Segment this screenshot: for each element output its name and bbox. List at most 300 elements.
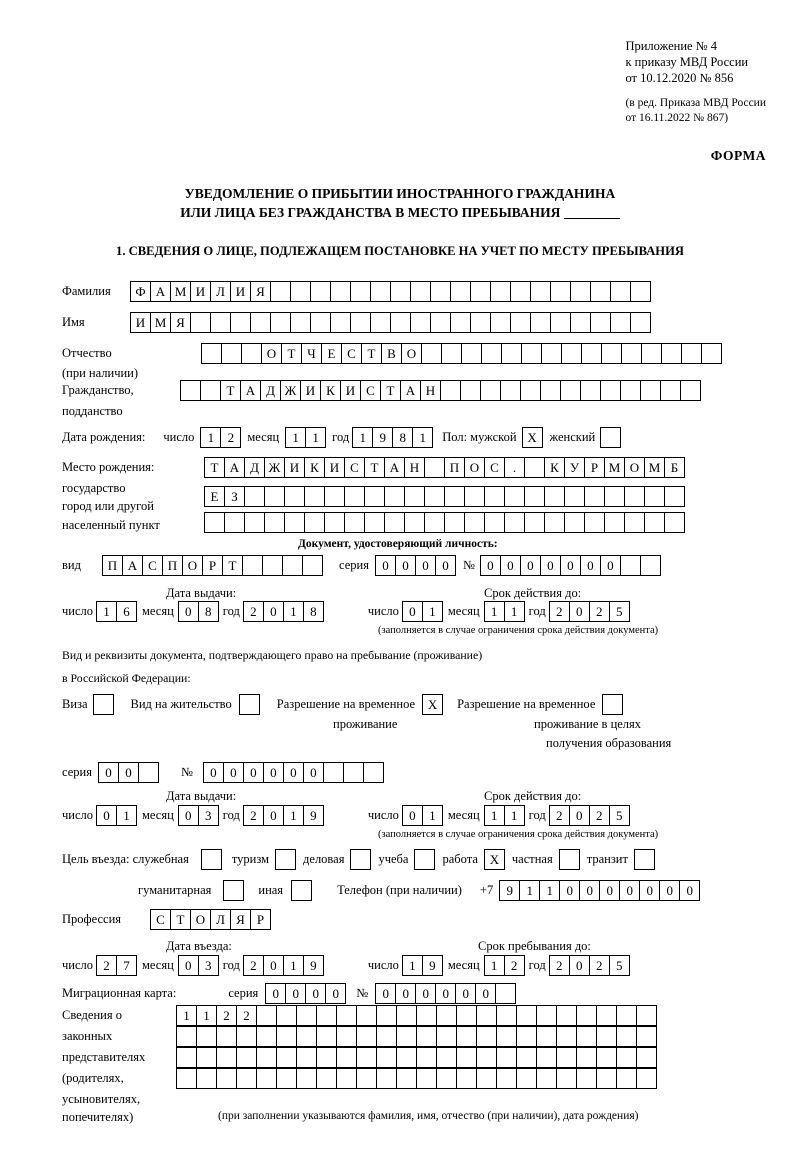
form-cell[interactable] [681,343,702,364]
form-cell[interactable]: П [444,457,465,478]
form-cell[interactable]: К [304,457,325,478]
permit-issue-day-cells[interactable] [96,805,137,826]
form-cell[interactable] [424,457,445,478]
form-cell[interactable] [444,486,465,507]
form-cell[interactable] [410,281,431,302]
form-cell[interactable]: 0 [243,762,264,783]
form-cell[interactable] [570,281,591,302]
form-cell[interactable] [484,512,505,533]
form-cell[interactable]: 0 [540,555,561,576]
form-cell[interactable]: 1 [504,601,525,622]
form-cell[interactable]: 2 [589,805,610,826]
form-cell[interactable]: 0 [569,601,590,622]
form-cell[interactable] [500,380,521,401]
form-cell[interactable] [290,281,311,302]
form-cell[interactable] [584,512,605,533]
purpose-transit-checkbox[interactable] [634,849,655,870]
form-cell[interactable] [550,281,571,302]
stay-year-cells[interactable] [549,955,630,976]
form-cell[interactable]: С [484,457,505,478]
migration-series-cells[interactable] [265,983,346,1004]
form-cell[interactable] [476,1026,497,1047]
form-cell[interactable]: 0 [599,880,620,901]
form-cell[interactable]: 8 [392,427,413,448]
form-cell[interactable]: 0 [203,762,224,783]
form-cell[interactable]: 1 [96,601,117,622]
form-cell[interactable] [496,1068,517,1089]
form-cell[interactable] [316,1047,337,1068]
form-cell[interactable] [416,1047,437,1068]
birthplace-state-cells[interactable] [204,457,685,478]
form-cell[interactable]: 0 [395,555,416,576]
form-cell[interactable] [296,1047,317,1068]
form-cell[interactable] [470,281,491,302]
form-cell[interactable] [370,312,391,333]
form-cell[interactable] [364,512,385,533]
form-cell[interactable] [276,1068,297,1089]
form-cell[interactable] [521,343,542,364]
temp-residence-checkbox[interactable]: X [422,694,443,715]
form-cell[interactable] [600,380,621,401]
form-cell[interactable] [356,1026,377,1047]
form-cell[interactable]: И [300,380,321,401]
form-cell[interactable] [536,1005,557,1026]
form-cell[interactable] [430,312,451,333]
form-cell[interactable]: Л [210,281,231,302]
form-cell[interactable]: Т [204,457,225,478]
form-cell[interactable] [476,1005,497,1026]
form-cell[interactable]: 1 [519,880,540,901]
form-cell[interactable]: Р [584,457,605,478]
form-cell[interactable]: 0 [402,805,423,826]
form-cell[interactable]: 0 [285,983,306,1004]
form-cell[interactable]: 0 [402,601,423,622]
form-cell[interactable]: 0 [560,555,581,576]
form-cell[interactable] [464,486,485,507]
form-cell[interactable]: 0 [96,805,117,826]
form-cell[interactable] [324,486,345,507]
form-cell[interactable] [640,380,661,401]
form-cell[interactable] [510,281,531,302]
form-cell[interactable]: 1 [422,805,443,826]
phone-cells[interactable] [499,880,700,901]
form-cell[interactable]: 0 [223,762,244,783]
form-cell[interactable]: 0 [580,555,601,576]
form-cell[interactable] [330,312,351,333]
form-cell[interactable]: П [102,555,123,576]
purpose-other-checkbox[interactable] [291,880,312,901]
form-cell[interactable] [520,380,541,401]
form-cell[interactable] [596,1047,617,1068]
form-cell[interactable] [316,1005,337,1026]
form-cell[interactable] [138,762,159,783]
form-cell[interactable] [390,281,411,302]
form-cell[interactable] [576,1068,597,1089]
form-cell[interactable]: 0 [118,762,139,783]
form-cell[interactable] [176,1068,197,1089]
form-cell[interactable]: Я [250,281,271,302]
form-cell[interactable] [604,486,625,507]
birth-day-cells[interactable] [200,427,241,448]
legal-rep-cells-2[interactable] [176,1026,657,1047]
permit-valid-month-cells[interactable] [484,805,525,826]
form-cell[interactable]: 1 [484,955,505,976]
form-cell[interactable] [242,555,263,576]
form-cell[interactable] [504,512,525,533]
form-cell[interactable] [216,1068,237,1089]
form-cell[interactable] [581,343,602,364]
form-cell[interactable] [390,312,411,333]
legal-rep-cells-1[interactable] [176,1005,657,1026]
form-cell[interactable]: О [261,343,282,364]
form-cell[interactable] [456,1026,477,1047]
form-cell[interactable]: И [324,457,345,478]
purpose-service-checkbox[interactable] [201,849,222,870]
form-cell[interactable] [616,1026,637,1047]
form-cell[interactable]: 9 [422,955,443,976]
form-cell[interactable] [176,1026,197,1047]
form-cell[interactable] [630,312,651,333]
form-cell[interactable]: Н [420,380,441,401]
form-cell[interactable] [601,343,622,364]
form-cell[interactable] [396,1005,417,1026]
form-cell[interactable]: Б [664,457,685,478]
form-cell[interactable] [344,486,365,507]
form-cell[interactable]: 0 [263,805,284,826]
form-cell[interactable] [530,281,551,302]
form-cell[interactable] [460,380,481,401]
form-cell[interactable] [524,512,545,533]
form-cell[interactable]: 1 [539,880,560,901]
form-cell[interactable] [216,1047,237,1068]
purpose-business-checkbox[interactable] [350,849,371,870]
form-cell[interactable]: 1 [283,955,304,976]
form-cell[interactable] [336,1026,357,1047]
form-cell[interactable] [356,1068,377,1089]
form-cell[interactable] [336,1068,357,1089]
form-cell[interactable]: 0 [395,983,416,1004]
form-cell[interactable]: У [564,457,585,478]
form-cell[interactable]: 2 [549,805,570,826]
form-cell[interactable] [324,512,345,533]
form-cell[interactable] [323,762,344,783]
form-cell[interactable] [196,1026,217,1047]
form-cell[interactable]: . [504,457,525,478]
form-cell[interactable]: Т [281,343,302,364]
form-cell[interactable]: 1 [283,805,304,826]
form-cell[interactable] [356,1005,377,1026]
form-cell[interactable] [616,1005,637,1026]
form-cell[interactable]: А [384,457,405,478]
permit-issue-year-cells[interactable] [243,805,324,826]
form-cell[interactable]: 3 [198,805,219,826]
idoc-series-cells[interactable] [375,555,456,576]
form-cell[interactable] [284,512,305,533]
form-cell[interactable] [556,1068,577,1089]
form-cell[interactable] [630,281,651,302]
form-cell[interactable] [641,343,662,364]
residence-permit-checkbox[interactable] [239,694,260,715]
form-cell[interactable]: 1 [200,427,221,448]
patronymic-cells[interactable] [201,343,722,364]
form-cell[interactable] [560,380,581,401]
form-cell[interactable]: Т [364,457,385,478]
form-cell[interactable] [201,343,222,364]
form-cell[interactable]: С [341,343,362,364]
form-cell[interactable]: 0 [569,805,590,826]
form-cell[interactable] [616,1047,637,1068]
form-cell[interactable] [441,343,462,364]
form-cell[interactable]: 6 [116,601,137,622]
form-cell[interactable] [363,762,384,783]
form-cell[interactable] [590,281,611,302]
form-cell[interactable] [376,1005,397,1026]
idoc-valid-day-cells[interactable] [402,601,443,622]
form-cell[interactable]: М [170,281,191,302]
form-cell[interactable]: 0 [639,880,660,901]
surname-cells[interactable] [130,281,651,302]
form-cell[interactable]: 0 [480,555,501,576]
birth-year-cells[interactable] [352,427,433,448]
form-cell[interactable]: 2 [243,955,264,976]
form-cell[interactable] [210,312,231,333]
birthplace-city-cells[interactable] [204,486,685,507]
form-cell[interactable] [661,343,682,364]
form-cell[interactable] [516,1047,537,1068]
form-cell[interactable] [564,486,585,507]
form-cell[interactable]: М [150,312,171,333]
form-cell[interactable] [436,1026,457,1047]
form-cell[interactable]: Т [220,380,241,401]
idoc-issue-day-cells[interactable] [96,601,137,622]
form-cell[interactable] [304,486,325,507]
idoc-number-cells[interactable] [480,555,661,576]
form-cell[interactable] [536,1026,557,1047]
permit-valid-year-cells[interactable] [549,805,630,826]
form-cell[interactable]: 3 [198,955,219,976]
form-cell[interactable]: А [122,555,143,576]
form-cell[interactable] [490,312,511,333]
form-cell[interactable]: И [284,457,305,478]
form-cell[interactable]: 5 [609,601,630,622]
form-cell[interactable] [576,1005,597,1026]
entry-day-cells[interactable] [96,955,137,976]
form-cell[interactable] [570,312,591,333]
form-cell[interactable] [396,1047,417,1068]
form-cell[interactable]: 0 [263,955,284,976]
form-cell[interactable] [621,343,642,364]
form-cell[interactable]: 1 [412,427,433,448]
form-cell[interactable]: 2 [549,955,570,976]
form-cell[interactable] [584,486,605,507]
form-cell[interactable] [270,312,291,333]
form-cell[interactable]: 0 [569,955,590,976]
form-cell[interactable] [290,312,311,333]
form-cell[interactable]: 0 [500,555,521,576]
form-cell[interactable]: 0 [600,555,621,576]
form-cell[interactable] [484,486,505,507]
sex-male-checkbox[interactable]: X [522,427,543,448]
form-cell[interactable] [336,1005,357,1026]
form-cell[interactable]: Д [244,457,265,478]
form-cell[interactable] [536,1068,557,1089]
form-cell[interactable] [610,312,631,333]
form-cell[interactable]: 1 [484,805,505,826]
form-cell[interactable]: С [150,909,171,930]
form-cell[interactable] [410,312,431,333]
form-cell[interactable] [556,1005,577,1026]
form-cell[interactable]: И [130,312,151,333]
form-cell[interactable]: 1 [422,601,443,622]
form-cell[interactable] [216,1026,237,1047]
permit-issue-month-cells[interactable] [178,805,219,826]
form-cell[interactable]: 1 [352,427,373,448]
form-cell[interactable]: А [224,457,245,478]
form-cell[interactable] [596,1026,617,1047]
form-cell[interactable] [524,486,545,507]
profession-cells[interactable] [150,909,271,930]
form-cell[interactable] [664,486,685,507]
form-cell[interactable]: 0 [659,880,680,901]
form-cell[interactable]: Р [202,555,223,576]
form-cell[interactable]: 0 [375,983,396,1004]
form-cell[interactable] [200,380,221,401]
form-cell[interactable] [516,1026,537,1047]
form-cell[interactable]: И [190,281,211,302]
form-cell[interactable]: 0 [178,601,199,622]
entry-year-cells[interactable] [243,955,324,976]
purpose-tourism-checkbox[interactable] [275,849,296,870]
form-cell[interactable]: 2 [236,1005,257,1026]
form-cell[interactable]: Д [260,380,281,401]
form-cell[interactable]: 0 [178,955,199,976]
form-cell[interactable]: 9 [372,427,393,448]
permit-valid-day-cells[interactable] [402,805,443,826]
form-cell[interactable]: Я [170,312,191,333]
form-cell[interactable] [376,1047,397,1068]
form-cell[interactable]: 2 [243,601,264,622]
form-cell[interactable]: 2 [589,955,610,976]
form-cell[interactable] [496,1005,517,1026]
form-cell[interactable] [481,343,502,364]
form-cell[interactable]: 9 [499,880,520,901]
form-cell[interactable] [444,512,465,533]
form-cell[interactable] [343,762,364,783]
form-cell[interactable] [496,1047,517,1068]
form-cell[interactable] [356,1047,377,1068]
purpose-humanitarian-checkbox[interactable] [223,880,244,901]
form-cell[interactable] [244,486,265,507]
form-cell[interactable] [256,1068,277,1089]
form-cell[interactable]: 0 [435,555,456,576]
idoc-kind-cells[interactable] [102,555,323,576]
form-cell[interactable]: И [230,281,251,302]
form-cell[interactable]: А [400,380,421,401]
form-cell[interactable] [221,343,242,364]
form-cell[interactable]: С [360,380,381,401]
form-cell[interactable] [256,1047,277,1068]
form-cell[interactable] [256,1026,277,1047]
form-cell[interactable] [596,1068,617,1089]
form-cell[interactable] [680,380,701,401]
form-cell[interactable] [250,312,271,333]
form-cell[interactable]: 7 [116,955,137,976]
permit-number-cells[interactable] [203,762,384,783]
form-cell[interactable] [262,555,283,576]
form-cell[interactable]: 5 [609,805,630,826]
form-cell[interactable]: С [344,457,365,478]
form-cell[interactable] [544,486,565,507]
form-cell[interactable] [396,1068,417,1089]
form-cell[interactable]: 2 [220,427,241,448]
form-cell[interactable]: 1 [116,805,137,826]
form-cell[interactable] [436,1005,457,1026]
form-cell[interactable] [490,281,511,302]
form-cell[interactable] [510,312,531,333]
form-cell[interactable] [624,486,645,507]
form-cell[interactable] [501,343,522,364]
form-cell[interactable]: 0 [178,805,199,826]
form-cell[interactable]: 0 [559,880,580,901]
form-cell[interactable] [636,1047,657,1068]
form-cell[interactable] [620,380,641,401]
form-cell[interactable] [620,555,641,576]
form-cell[interactable] [556,1047,577,1068]
form-cell[interactable]: 9 [303,955,324,976]
form-cell[interactable] [644,512,665,533]
birthplace-city-cells-2[interactable] [204,512,685,533]
form-cell[interactable] [536,1047,557,1068]
form-cell[interactable]: М [604,457,625,478]
form-cell[interactable]: Т [170,909,191,930]
form-cell[interactable] [541,343,562,364]
form-cell[interactable] [302,555,323,576]
form-cell[interactable] [456,1005,477,1026]
form-cell[interactable] [336,1047,357,1068]
form-cell[interactable]: 8 [198,601,219,622]
form-cell[interactable]: Т [361,343,382,364]
form-cell[interactable]: О [464,457,485,478]
form-cell[interactable]: 0 [579,880,600,901]
form-cell[interactable] [616,1068,637,1089]
form-cell[interactable] [701,343,722,364]
form-cell[interactable] [610,281,631,302]
form-cell[interactable] [576,1026,597,1047]
form-cell[interactable] [376,1068,397,1089]
form-cell[interactable]: К [544,457,565,478]
form-cell[interactable]: 2 [96,955,117,976]
form-cell[interactable] [350,312,371,333]
form-cell[interactable] [664,512,685,533]
migration-number-cells[interactable] [375,983,516,1004]
form-cell[interactable] [204,512,225,533]
form-cell[interactable] [256,1005,277,1026]
legal-rep-cells-4[interactable] [176,1068,657,1089]
form-cell[interactable] [524,457,545,478]
idoc-valid-year-cells[interactable] [549,601,630,622]
form-cell[interactable] [556,1026,577,1047]
form-cell[interactable] [330,281,351,302]
form-cell[interactable] [416,1026,437,1047]
form-cell[interactable]: 0 [415,983,436,1004]
form-cell[interactable]: 2 [549,601,570,622]
stay-day-cells[interactable] [402,955,443,976]
form-cell[interactable]: 0 [619,880,640,901]
form-cell[interactable] [276,1026,297,1047]
form-cell[interactable] [456,1047,477,1068]
form-cell[interactable]: 1 [176,1005,197,1026]
form-cell[interactable] [230,312,251,333]
